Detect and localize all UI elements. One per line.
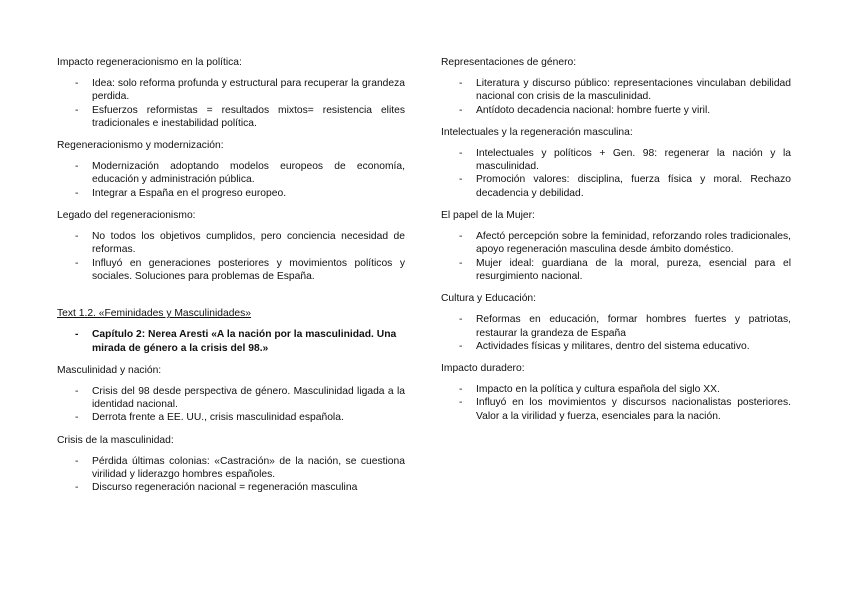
left-column: [57, 56, 405, 504]
right-column: [441, 56, 791, 432]
bullet-item: - Mujer ideal: guardiana de la moral, pureza, esencial para el resurgimiento nacional.: [441, 257, 791, 284]
bullet-item: - Idea: solo reforma profunda y estructural para recuperar la grandeza perdida.: [57, 77, 405, 104]
bullet-item: - Reformas en educación, formar hombres fuertes y patriotas, restaurar la grandeza de España: [441, 313, 791, 340]
bullet-list: [441, 383, 791, 423]
bullet-item: - Derrota frente a EE. UU., crisis masculinidad española.: [57, 411, 405, 424]
bullet-item: - No todos los objetivos cumplidos, pero conciencia necesidad de reformas.: [57, 230, 405, 257]
section-heading-regeneracionismo-y-modernizacion: Regeneracionismo y modernización:: [57, 140, 224, 152]
bullet-list: [57, 160, 405, 200]
bullet-item: - Crisis del 98 desde perspectiva de género. Masculinidad ligada a la identidad nacional.: [57, 385, 405, 412]
section-heading-cultura-y-educacion: Cultura y Educación:: [441, 293, 537, 305]
section-heading-el-papel-de-la-mujer: El papel de la Mujer:: [441, 210, 535, 222]
bullet-list: [441, 313, 791, 353]
bullet-item: - Actividades físicas y militares, dentro del sistema educativo.: [441, 340, 791, 353]
bullet-item: - Antídoto decadencia nacional: hombre fuerte y viril.: [441, 104, 791, 117]
section-heading-text-1-2-feminidades-y-masculinidades[interactable]: Text 1.2. «Feminidades y Masculinidades»: [57, 308, 252, 320]
bullet-list: [441, 77, 791, 117]
section-heading-legado-del-regeneracionismo: Legado del regeneracionismo:: [57, 210, 196, 222]
bullet-item: - Pérdida últimas colonias: «Castración» de la nación, se cuestiona virilidad y liderazgo hombres españoles.: [57, 455, 405, 482]
bullet-item: - Literatura y discurso público: representaciones vinculaban debilidad nacional con crisis de la masculinidad.: [441, 77, 791, 104]
section-heading-impacto-regeneracionismo-en-la-politica: Impacto regeneracionismo en la política:: [57, 57, 242, 68]
bullet-list: [57, 328, 405, 355]
section-heading-masculinidad-y-nacion: Masculinidad y nación:: [57, 364, 162, 376]
bullet-item: - Intelectuales y políticos + Gen. 98: regenerar la nación y la masculinidad.: [441, 147, 791, 174]
bullet-list: [441, 230, 791, 283]
bullet-list: [57, 230, 405, 283]
bullet-item: - Impacto en la política y cultura española del siglo XX.: [441, 383, 791, 396]
bullet-item: - Afectó percepción sobre la feminidad, reforzando roles tradicionales, apoyo regeneración masculina desde ámbito doméstico.: [441, 230, 791, 257]
bullet-item: - Influyó en los movimientos y discursos nacionalistas posteriores. Valor a la virilidad y fuerza, esenciales para la nación.: [441, 396, 791, 423]
section-heading-intelectuales-y-la-regeneracion-masculin: Intelectuales y la regeneración masculina:: [441, 126, 633, 138]
bullet-item: - Capítulo 2: Nerea Aresti «A la nación por la masculinidad. Una mirada de género a la crisis del 98.»: [57, 328, 405, 355]
bullet-list: [57, 455, 405, 495]
section-heading-representaciones-de-genero: Representaciones de género:: [441, 57, 577, 68]
bullet-item: - Promoción valores: disciplina, fuerza física y moral. Rechazo decadencia y debilidad.: [441, 173, 791, 200]
section-heading-crisis-de-la-masculinidad: Crisis de la masculinidad:: [57, 434, 174, 446]
bullet-item: - Integrar a España en el progreso europeo.: [57, 187, 405, 200]
bullet-item: - Esfuerzos reformistas = resultados mixtos= resistencia elites tradicionales e inestabilidad política.: [57, 104, 405, 131]
section-heading-impacto-duradero: Impacto duradero:: [441, 363, 525, 375]
bullet-list: [57, 77, 405, 130]
bullet-item: - Modernización adoptando modelos europeos de economía, educación y administración pública.: [57, 160, 405, 187]
bullet-list: [441, 147, 791, 200]
bullet-list: [57, 385, 405, 425]
bullet-item: - Discurso regeneración nacional = regeneración masculina: [57, 481, 405, 494]
bullet-item: - Influyó en generaciones posteriores y movimientos políticos y sociales. Soluciones para problemas de España.: [57, 257, 405, 284]
